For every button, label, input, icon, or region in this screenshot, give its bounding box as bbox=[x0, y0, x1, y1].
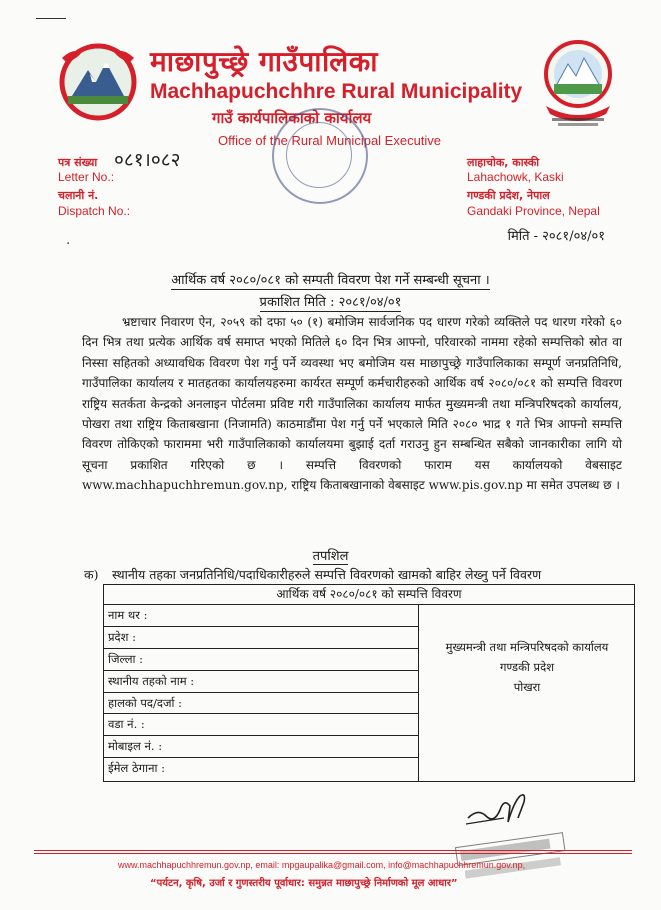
item-marker: क) bbox=[84, 567, 99, 582]
form-field-mobile: मोबाइल नं. : bbox=[104, 736, 418, 758]
schedule-heading bbox=[0, 546, 661, 564]
footer-slogan: “पर्यटन, कृषि, उर्जा र गुणस्तरीय पूर्वाधार: समुन्नत माछापुच्छ्रे निर्माणको मूल आधार” bbox=[150, 878, 458, 889]
form-field-ward: वडा नं. : bbox=[104, 714, 418, 736]
notice-date: मिति - २०८१/०४/०१ bbox=[507, 229, 605, 244]
form-recipient bbox=[420, 637, 634, 697]
rural-municipality-logo-icon bbox=[540, 34, 616, 130]
address-line2-english: Gandaki Province, Nepal bbox=[467, 204, 600, 218]
form-field-province: प्रदेश : bbox=[104, 627, 418, 649]
notice-body bbox=[82, 312, 622, 496]
schedule-heading-text: तपशिल bbox=[312, 549, 349, 564]
letter-no-label-nepali: पत्र संख्या bbox=[58, 156, 98, 169]
letter-no-label-english: Letter No.: bbox=[58, 170, 115, 184]
address-line1-english: Lahachowk, Kaski bbox=[467, 170, 564, 184]
notice-subject-text: आर्थिक वर्ष २०८०/०८१ को सम्पती विवरण पेश गर्ने सम्बन्धी सूचना । bbox=[171, 273, 490, 288]
item-description: स्थानीय तहका जनप्रतिनिधि/पदाधिकारीहरुले सम्पत्ति विवरणको खामको बाहिर लेख्नु पर्ने विवरण bbox=[112, 567, 542, 582]
published-date-text: प्रकाशित मिति : २०८१/०४/०१ bbox=[259, 295, 402, 310]
corner-dash bbox=[36, 18, 66, 19]
office-name-english: Office of the Rural Municipal Executive bbox=[218, 133, 442, 148]
form-field-district: जिल्ला : bbox=[104, 649, 418, 671]
municipality-emblem-icon bbox=[52, 38, 144, 122]
dispatch-no-label-nepali: चलानी नं. bbox=[58, 189, 99, 202]
recipient-line-3: पोखरा bbox=[513, 680, 541, 694]
form-field-name: नाम थर : bbox=[104, 605, 418, 627]
recipient-line-1: मुख्यमन्त्री तथा मन्त्रिपरिषदको कार्यालय bbox=[445, 640, 609, 654]
margin-mark: · bbox=[66, 236, 71, 252]
signature-image bbox=[464, 788, 534, 828]
form-heading: आर्थिक वर्ष २०८०/०८१ को सम्पत्ति विवरण bbox=[104, 585, 634, 605]
footer-divider-top bbox=[34, 850, 632, 851]
form-field-position: हालको पद/दर्जा : bbox=[104, 693, 418, 715]
municipality-name-nepali: माछापुच्छ्रे गाउँपालिका bbox=[150, 45, 378, 78]
form-fields bbox=[104, 605, 419, 781]
footer-contact: www.machhapuchhremun.gov.np, email: mpgaupalika@gmail.com, info@machhapuchhremun.gov.np, bbox=[118, 860, 526, 870]
office-seal-stamp bbox=[272, 108, 368, 204]
letter-no-value: ०८१।०८२ bbox=[114, 149, 181, 171]
recipient-line-2: गण्डकी प्रदेश bbox=[499, 660, 555, 674]
form-field-local-level: स्थानीय तहको नाम : bbox=[104, 671, 418, 693]
address-line2-nepali: गण्डकी प्रदेश, नेपाल bbox=[467, 189, 550, 202]
notice-body-text: भ्रष्टाचार निवारण ऐन, २०५९ को दफा ५० (१) बमोजिम सार्वजनिक पद धारण गरेको व्यक्तिले पद धारण गरेको ६० दिन भित्र तथा प्रत्येक आर्थिक वर्ष समाप्त भएको मितिले ६० दिन भित्र आफ्नो, परिवारको नाममा रहेको सम्पत्तिको स्रोत वा निस्सा सहितको अध्यावधिक विवरण पेश गर्नु पर्ने व्यवस्था भए बमोजिम यस माछापुच्छ्रे गाउँपालिकाका सम्पूर्ण जनप्रतिनिधि, गाउँपालिका कार्यालय र मातहतका कार्यालयहरुमा कार्यरत सम्पूर्ण कर्मचारीहरुको आर्थिक वर्ष २०८०/०८१ को सम्पत्ति विवरण राष्ट्रिय सतर्कता केन्द्रको अनलाइन पोर्टलमा प्रविष्ट गरी गाउँपालिका कार्यालय मार्फत मुख्यमन्त्री तथा मन्त्रिपरिषदको कार्यालय, पोखरा तथा राष्ट्रिय किताबखाना (निजामति) काठमाडौंमा पेश गर्नु पर्ने भएकाले मिति २०८० भाद्र १ गते भित्र आफ्नो सम्पत्ति विवरण तोकिएको फाराममा भरी गाउँपालिकाको कार्यालयमा बुझाई दर्ता गराउनु हुन सम्बन्धित सबैको जानकारीका लागि यो सूचना प्रकाशित गरिएको छ । सम्पत्ति विवरणको फाराम यस कार्यालयको वेबसाइट www.machhapuchhremun.gov.np, राष्ट्रिय किताबखानाको वेबसाइट www.pis.gov.np मा समेत उपलब्ध छ । bbox=[82, 315, 622, 493]
envelope-form-table bbox=[103, 584, 635, 782]
office-name-nepali: गाउँ कार्यपालिकाको कार्यालय bbox=[212, 109, 372, 127]
dispatch-no-label-english: Dispatch No.: bbox=[58, 204, 131, 218]
form-field-email: ईमेल ठेगाना : bbox=[108, 761, 166, 776]
footer-divider-bottom bbox=[34, 853, 632, 854]
notice-subject bbox=[0, 270, 661, 288]
address-line1-nepali: लाहाचोक, कास्की bbox=[467, 156, 540, 169]
municipality-name-english: Machhapuchchhre Rural Municipality bbox=[150, 80, 523, 103]
published-date bbox=[0, 292, 661, 310]
